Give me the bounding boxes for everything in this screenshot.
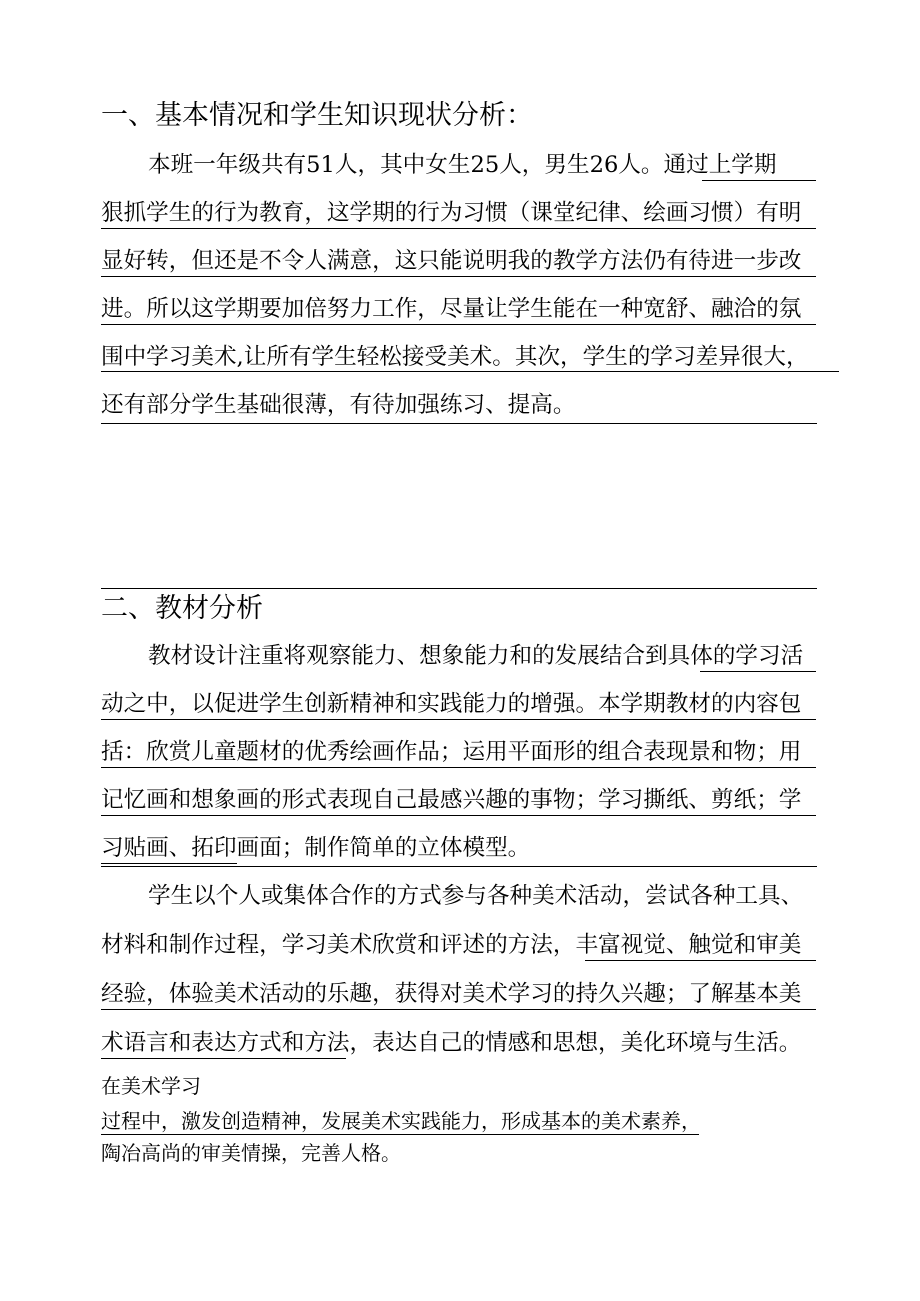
underline	[101, 228, 816, 229]
section-1-line-3: 显好转，但还是不令人满意，这只能说明我的教学方法仍有待进一步改	[101, 248, 802, 274]
section-2-para-1-line-4: 记忆画和想象画的形式表现自己最感兴趣的事物；学习撕纸、剪纸；学	[101, 787, 802, 813]
underline	[101, 276, 816, 277]
paragraph-divider	[101, 866, 817, 867]
section-divider	[101, 423, 817, 424]
section-1-line-2: 狠抓学生的行为教育，这学期的行为习惯（课堂纪律、绘画习惯）有明	[101, 200, 802, 226]
section-divider	[101, 588, 817, 589]
section-2-para-1-line-1: 教材设计注重将观察能力、想象能力和的发展结合到具体的学习活	[148, 643, 804, 669]
section-1-line-5: 围中学习美术,让所有学生轻松接受美术。其次，学生的学习差异很大，	[101, 344, 809, 370]
section-1-line-6: 还有部分学生基础很薄，有待加强练习、提高。	[101, 392, 576, 418]
underline	[101, 815, 816, 816]
underline	[101, 371, 839, 372]
underline	[101, 1134, 699, 1135]
section-2-para-1-line-3: 括：欣赏儿童题材的优秀绘画作品；运用平面形的组合表现景和物；用	[101, 739, 802, 765]
section-1-line-4: 进。所以这学期要加倍努力工作，尽量让学生能在一种宽舒、融洽的氛	[101, 296, 802, 322]
underline	[101, 863, 237, 864]
section-2-para-2-line-3: 经验，体验美术活动的乐趣，获得对美术学习的持久兴趣；了解基本美	[101, 981, 802, 1007]
section-2-para-2-line-4: 术语言和表达方式和方法，表达自己的情感和思想，美化环境与生活。	[101, 1030, 802, 1056]
underline	[101, 767, 816, 768]
underline	[702, 180, 816, 181]
section-2-para-3-line-2: 过程中，激发创造精神，发展美术实践能力，形成基本的美术素养，	[101, 1109, 701, 1133]
section-1-heading: 一、基本情况和学生知识现状分析：	[101, 100, 533, 131]
underline	[101, 1009, 816, 1010]
section-2-para-2-line-2: 材料和制作过程，学习美术欣赏和评述的方法，丰富视觉、触觉和审美	[101, 932, 802, 958]
section-2-para-1-line-2: 动之中，以促进学生创新精神和实践能力的增强。本学期教材的内容包	[101, 691, 802, 717]
underline	[585, 960, 816, 961]
underline	[101, 1058, 346, 1059]
underline	[101, 719, 816, 720]
section-2-heading: 二、教材分析	[101, 593, 263, 624]
section-2-para-2-line-1: 学生以个人或集体合作的方式参与各种美术活动，尝试各种工具、	[148, 883, 804, 909]
section-2-para-1-line-5: 习贴画、拓印画面；制作简单的立体模型。	[101, 835, 531, 861]
section-1-line-1: 本班一年级共有51人，其中女生25人，男生26人。通过上学期	[148, 152, 777, 178]
section-2-para-3-line-3: 陶冶高尚的审美情操，完善人格。	[101, 1141, 401, 1165]
underline	[700, 671, 816, 672]
underline	[101, 324, 816, 325]
section-2-para-3-line-1: 在美术学习	[101, 1074, 201, 1098]
